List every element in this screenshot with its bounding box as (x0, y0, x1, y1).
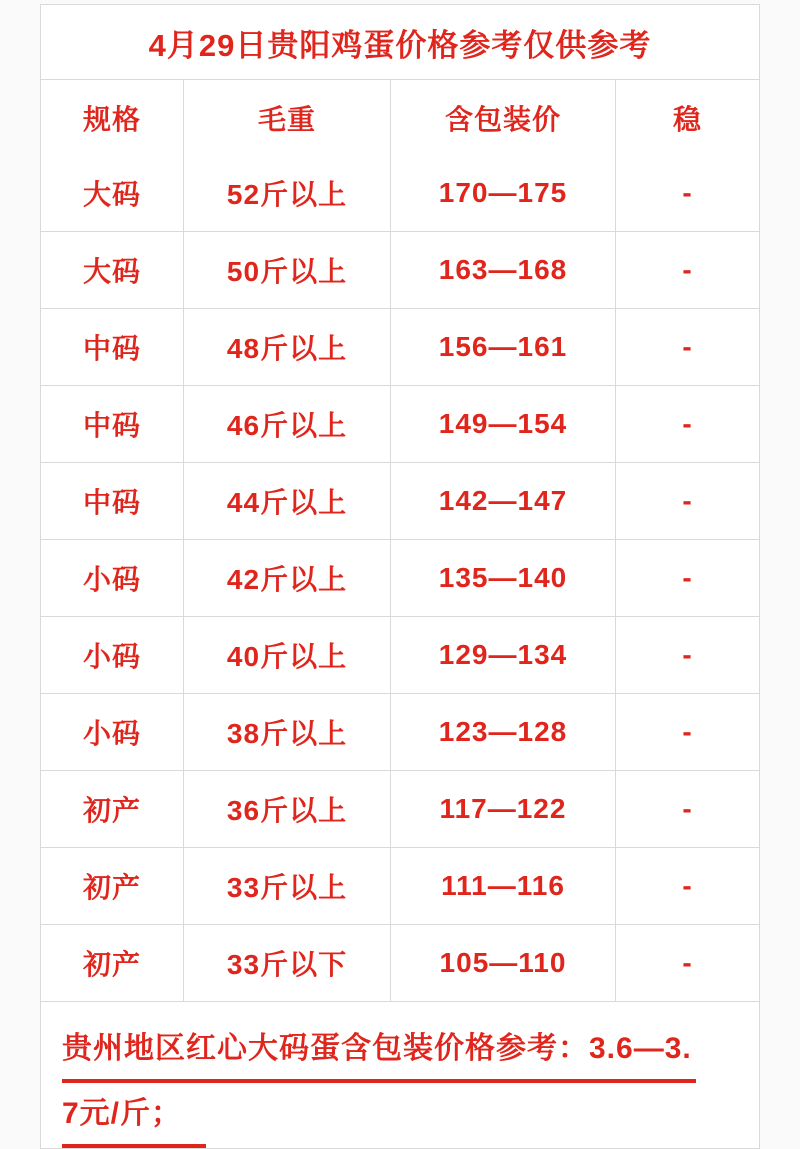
price-cell: 129—134 (390, 617, 615, 693)
weight-cell: 48斤以上 (183, 309, 390, 385)
weight-cell: 33斤以下 (183, 925, 390, 1001)
spec-cell: 初产 (82, 795, 141, 826)
price-cell: 135—140 (390, 540, 615, 616)
price-cell: 105—110 (390, 925, 615, 1001)
spec-cell: 小码 (82, 641, 141, 672)
table-body (41, 155, 759, 1001)
trend-cell: - (615, 771, 759, 847)
spec-cell: 大码 (82, 179, 141, 210)
trend-cell: - (615, 309, 759, 385)
table-row (41, 231, 759, 308)
trend-cell: - (615, 694, 759, 770)
weight-cell: 46斤以上 (183, 386, 390, 462)
page-title: 4月29日贵阳鸡蛋价格参考仅供参考 (41, 5, 759, 80)
spec-cell: 中码 (82, 410, 141, 441)
spec-cell: 小码 (82, 564, 141, 595)
table-row (41, 462, 759, 539)
footer-note-line-1: 贵州地区红心大码蛋含包装价格参考：3.6—3. (62, 1018, 696, 1083)
trend-cell: - (615, 463, 759, 539)
table-row (41, 308, 759, 385)
table-row (41, 693, 759, 770)
weight-cell: 33斤以上 (183, 848, 390, 924)
price-cell: 163—168 (390, 232, 615, 308)
price-cell: 156—161 (390, 309, 615, 385)
price-cell: 170—175 (390, 155, 615, 231)
spec-cell: 中码 (82, 333, 141, 364)
price-cell: 149—154 (390, 386, 615, 462)
price-cell: 142—147 (390, 463, 615, 539)
table-row (41, 924, 759, 1001)
weight-cell: 42斤以上 (183, 540, 390, 616)
header-packaged-price: 含包装价 (390, 80, 615, 155)
header-trend: 稳 (615, 80, 759, 155)
table-row (41, 847, 759, 924)
spec-cell: 中码 (82, 487, 141, 518)
trend-cell: - (615, 925, 759, 1001)
trend-cell: - (615, 617, 759, 693)
price-cell: 117—122 (390, 771, 615, 847)
footer-note-line-2: 7元/斤； (62, 1083, 206, 1148)
table-row (41, 616, 759, 693)
spec-cell: 大码 (82, 256, 141, 287)
footer-note (41, 1001, 759, 1148)
weight-cell: 50斤以上 (183, 232, 390, 308)
trend-cell: - (615, 848, 759, 924)
header-gross-weight: 毛重 (183, 80, 390, 155)
trend-cell: - (615, 232, 759, 308)
weight-cell: 36斤以上 (183, 771, 390, 847)
table-row (41, 155, 759, 231)
egg-price-table-sheet (40, 4, 760, 1149)
table-header-row (41, 80, 759, 155)
price-cell: 111—116 (390, 848, 615, 924)
table-row (41, 539, 759, 616)
table-row (41, 385, 759, 462)
trend-cell: - (615, 540, 759, 616)
spec-cell: 初产 (82, 949, 141, 980)
weight-cell: 40斤以上 (183, 617, 390, 693)
spec-cell: 初产 (82, 872, 141, 903)
spec-cell: 小码 (82, 718, 141, 749)
header-spec: 规格 (82, 103, 141, 135)
trend-cell: - (615, 155, 759, 231)
table-row (41, 770, 759, 847)
trend-cell: - (615, 386, 759, 462)
weight-cell: 44斤以上 (183, 463, 390, 539)
weight-cell: 52斤以上 (183, 155, 390, 231)
price-cell: 123—128 (390, 694, 615, 770)
weight-cell: 38斤以上 (183, 694, 390, 770)
